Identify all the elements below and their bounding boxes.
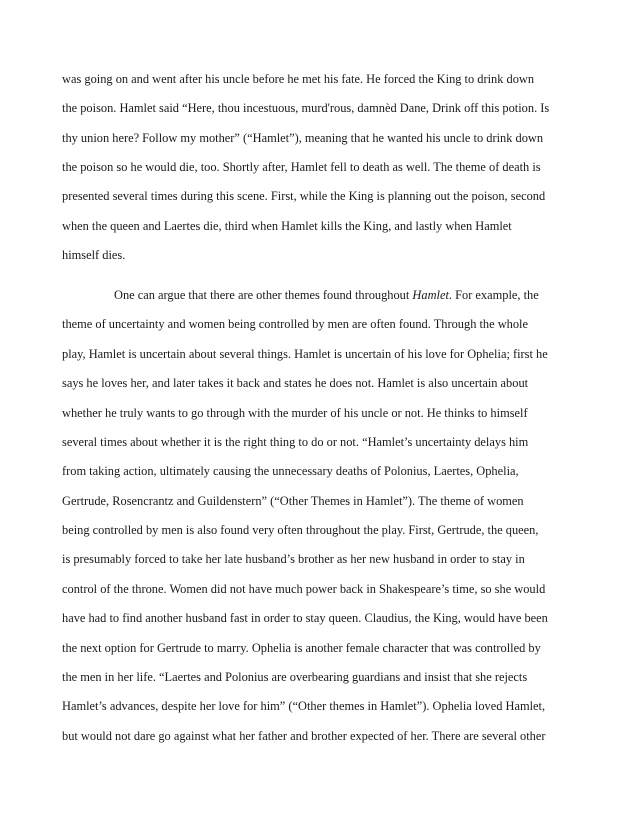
- text-line: play, Hamlet is uncertain about several things. Hamlet is uncertain of his love for Ophelia; first he: [62, 347, 548, 361]
- text-line: the poison so he would die, too. Shortly after, Hamlet fell to death as well. The theme of death is: [62, 160, 541, 174]
- text-line: the poison. Hamlet said “Here, thou incestuous, murd'rous, damnèd Dane, Drink off this potion. Is: [62, 101, 550, 115]
- italic-title: Hamlet: [412, 288, 449, 302]
- text-line: the next option for Gertrude to marry. Ophelia is another female character that was controlled by: [62, 641, 541, 655]
- paragraph-first-line: [114, 288, 634, 302]
- text-line: Hamlet’s advances, despite her love for him” (“Other themes in Hamlet”). Ophelia loved Hamlet,: [62, 699, 546, 713]
- text-line: several times about whether it is the right thing to do or not. “Hamlet’s uncertainty delays him: [62, 435, 529, 449]
- text-line: presented several times during this scene. First, while the King is planning out the poison, second: [62, 189, 546, 203]
- text-line: control of the throne. Women did not have much power back in Shakespeare’s time, so she would: [62, 582, 546, 596]
- text-line: Gertrude, Rosencrantz and Guildenstern” (“Other Themes in Hamlet”). The theme of women: [62, 494, 524, 508]
- text-line: from taking action, ultimately causing the unnecessary deaths of Polonius, Laertes, Ophelia,: [62, 464, 519, 478]
- text-line: but would not dare go against what her father and brother expected of her. There are several other: [62, 729, 546, 743]
- text-span: . For example, the: [448, 288, 539, 302]
- text-line: when the queen and Laertes die, third when Hamlet kills the King, and lastly when Hamlet: [62, 219, 512, 233]
- text-line: thy union here? Follow my mother” (“Hamlet”), meaning that he wanted his uncle to drink down: [62, 131, 544, 145]
- text-line: says he loves her, and later takes it back and states he does not. Hamlet is also uncertain about: [62, 376, 529, 390]
- text-line: being controlled by men is also found very often throughout the play. First, Gertrude, the queen,: [62, 523, 539, 537]
- text-line: whether he truly wants to go through with the murder of his uncle or not. He thinks to himself: [62, 406, 528, 420]
- text-line: have had to find another husband fast in order to stay queen. Claudius, the King, would have been: [62, 611, 548, 625]
- text-line: the men in her life. “Laertes and Polonius are overbearing guardians and insist that she rejects: [62, 670, 528, 684]
- text-line: himself dies.: [62, 248, 126, 262]
- text-line: is presumably forced to take her late husband’s brother as her new husband in order to stay in: [62, 552, 525, 566]
- text-span: One can argue that there are other themes found throughout: [114, 288, 413, 302]
- text-line: was going on and went after his uncle before he met his fate. He forced the King to drink down: [62, 72, 535, 86]
- text-line: theme of uncertainty and women being controlled by men are often found. Through the whole: [62, 317, 529, 331]
